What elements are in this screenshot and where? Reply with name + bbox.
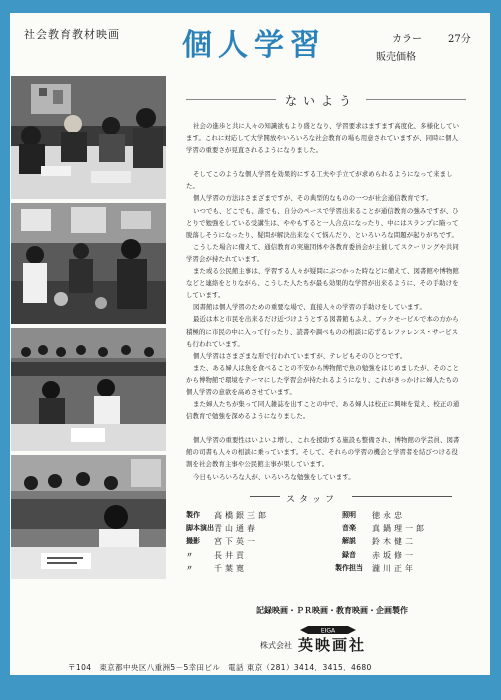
sale-price-label: 販売価格 — [376, 52, 416, 63]
synopsis-paragraph: いつでも、どこでも、誰でも、自分のペースで学習出来ることが通信教育の強みですが、ひとりで勉強をしている受講生は、ややもすると一人合点になったり、中にはスランプに陥って脱落しそうになったり、疑問が解決出来なくて悩んだり、といろいろな問題が起りがちです。 — [186, 206, 459, 239]
logo-text: EIGA — [320, 627, 336, 635]
page-title: 個人学習 — [182, 28, 326, 63]
staff-row — [186, 509, 472, 522]
synopsis-text — [186, 120, 460, 483]
staff-role: 照明 — [342, 511, 356, 519]
staff-role: 脚本演出 — [186, 524, 214, 533]
genres-line: 記録映画・ＰＲ映画・教育映画・企画製作 — [256, 606, 408, 615]
staff-role: 製作 — [186, 511, 200, 519]
synopsis-paragraph: 個人学習の重要性はいよいよ増し、これを援助する施設も整備され、博物館の学芸員、図書館の司書も人々の相談に乗っています。そして、それらの学習の機会と学習者を結びつける役割を社会教育主事や公民館主事が果しています。 — [186, 436, 460, 469]
synopsis-paragraph: 個人学習の方法はさまざまですが、その典型的なものの一つが社会通信教育です。 — [193, 194, 433, 203]
staff-row — [186, 535, 472, 548]
staff-rule-right — [352, 496, 452, 497]
staff-name: 真鍋理一郎 — [372, 524, 427, 534]
staff-role: 音楽 — [342, 524, 356, 533]
staff-row — [186, 562, 472, 575]
staff-name: 高橋銀三郎 — [214, 511, 269, 520]
staff-rule-left — [250, 496, 280, 497]
subtitle-rule-right — [366, 99, 466, 100]
synopsis-paragraph: また、ある婦人は魚を食べることの不安から博物館で魚の勉強をはじめましたが、そのことから博物館で環境をテーマにした学習会が持たれるようになり、これがきっかけに婦人たちの個人学習の意欲を高めさせています。 — [186, 363, 460, 396]
subtitle-rule-left — [186, 99, 276, 100]
photo-women-studying — [11, 455, 166, 579]
staff-name: 赤坂修一 — [372, 550, 416, 560]
synopsis-paragraph: 個人学習はさまざまな形で行われていますが、テレビもそのひとつです。 — [193, 351, 407, 360]
staff-row — [186, 549, 472, 562]
staff-credits — [186, 509, 472, 575]
synopsis-paragraph: また婦人たちが集って同人雑誌を出すことの中で、ある婦人は校正に興味を覚え、校正の通信教育で勉強を深めるようになりました。 — [186, 400, 460, 421]
synopsis-paragraph: そしてこのような個人学習を効果的にする工夫や手立てが求められるようになって来ました。 — [186, 170, 453, 191]
synopsis-paragraph: 今日もいろいろな人が、いろいろな勉強をしています。 — [193, 472, 355, 481]
staff-heading: スタッフ — [286, 495, 339, 505]
staff-role: 録音 — [342, 550, 356, 559]
duration-label: 27分 — [448, 34, 471, 45]
series-label: 社会教育教材映画 — [24, 28, 120, 41]
section-subtitle: ないよう — [285, 94, 358, 108]
company-prefix: 株式会社 — [260, 641, 292, 650]
staff-row — [186, 522, 472, 535]
staff-name: 青山通春 — [214, 524, 258, 534]
staff-role: 撮影 — [186, 537, 200, 546]
synopsis-paragraph: 最近は本と市民を出来るだけ近づけようとする図書館もふえ、ブックモービルで本の方から積極的に市民の中に入って行ったり、読書や調べものの相談に応ずるレファレンス・サービスも行われています。 — [186, 315, 459, 348]
staff-role: 〃 — [186, 550, 193, 559]
synopsis-paragraph: 図書館は個人学習のための重要な場で、直接人々の学習の手助けをしています。 — [193, 303, 427, 312]
staff-name: 瀧川正年 — [372, 563, 416, 573]
staff-role: 製作担当 — [335, 563, 363, 572]
photo-workshop — [11, 203, 166, 324]
staff-name: 鈴木健二 — [372, 537, 416, 547]
staff-name: 徳永忠 — [372, 511, 405, 520]
synopsis-paragraph: こうした場合に備えて、通信教育の実施団体や各教育委員会が主催してスクーリングや共同学習会が持たれています。 — [186, 242, 459, 263]
staff-role: 解説 — [342, 537, 356, 546]
company-address: 〒104 東京都中央区八重洲5－5幸田ビル 電話 東京（281）3414．3415．4680 — [68, 663, 372, 672]
photo-study-meeting — [11, 76, 166, 199]
company-name: 英映画社 — [298, 636, 367, 654]
staff-role: 〃 — [186, 563, 193, 572]
staff-name: 千葉寛 — [214, 563, 247, 573]
synopsis-paragraph: 社会の進歩と共に人々の知識欲もより盛となり、学習要求はますます高度化、多様化しています。これに対応して大学開放やいろいろな社会教育の場も用意されていますが、同時に個人学習の重要さが見直されるようになりました。 — [186, 122, 460, 155]
staff-name: 宮下英一 — [214, 537, 258, 547]
photo-classroom — [11, 328, 166, 451]
synopsis-paragraph: また或る公民館主事は、学習する人々が疑問にぶつかった時などに備えて、図書館や博物館などと連絡をとりながら、こうした人たちが最も効果的な学習が出来るように、その手助けをしています。 — [186, 267, 459, 300]
staff-name: 長井貢 — [214, 550, 247, 560]
color-label: カラー — [392, 34, 422, 45]
